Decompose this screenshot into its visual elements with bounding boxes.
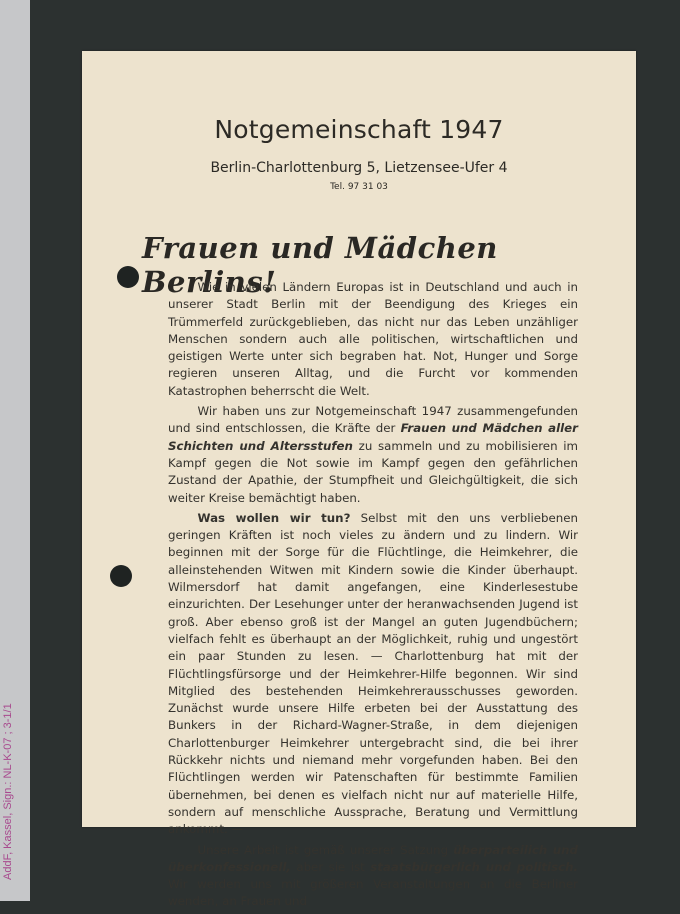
paragraph-2-text: Wir haben uns zur Notgemeinschaft 1947 zusammengefunden und sind entschlossen, die Kräfte der: [168, 404, 578, 436]
paragraph-4-text: Unsere Arbeit ist gemäß unserer Satzung: [197, 842, 454, 857]
letterhead-title: Notgemeinschaft 1947: [214, 115, 504, 144]
document-headline: Frauen und Mädchen Berlins!: [142, 231, 498, 299]
paragraph-4-emphasis-1: überparteilich und überkonfessionell,: [168, 842, 578, 874]
punch-hole: [110, 565, 132, 587]
archive-signature-label: AddF, Kassel, Sign.: NL-K-07 ; 3-1/1: [2, 703, 14, 880]
paragraph-2-text-end: zu sammeln und zu mobilisieren im Kampf gegen die Not sowie im Kampf gegen den gefährlichen Zustand der Apathie, der Stumpfheit und Gleichgültigkeit, die sich weiter Kreise bemächtigt haben.: [168, 438, 578, 505]
letterhead-address: Berlin-Charlottenburg 5, Lietzensee-Ufer 4: [210, 160, 508, 176]
letterhead-telephone: Tel. 97 31 03: [330, 182, 388, 192]
paragraph-1-text: Wie in vielen Ländern Europas ist in Deutschland und auch in unserer Stadt Berlin mit der Beendigung des Krieges ein Trümmerfeld zurückgeblieben, das nicht nur das Leben unzähliger Menschen sondern auch alle politischen, wirtschaftlichen und geistigen Werte unter sich begraben hat. Not, Hunger und Sorge regieren unseren Alltag, und die Furcht vor kommenden Katastrophen beherrscht die Welt.: [168, 280, 578, 398]
paragraph-2-emphasis: Frauen und Mädchen aller Schichten und Altersstufen: [168, 421, 578, 453]
paragraph-4-text-mid: aber sie ist: [290, 859, 371, 874]
archive-side-strip: [0, 0, 30, 901]
paragraph-4-text-end: Wir werden uns mit größeren Veranstaltungen an die Berliner wenden, an Frauen und: [168, 877, 578, 909]
paragraph-4: [168, 842, 578, 911]
paragraph-4-emphasis-2: staatsbürgerlich und politisch.: [370, 859, 578, 874]
paragraph-3-lead: Was wollen wir tun?: [197, 510, 351, 525]
document-page: [82, 51, 636, 909]
paragraph-2: [168, 403, 578, 507]
document-body: [168, 279, 578, 914]
paragraph-3-text: Selbst mit den uns verbliebenen geringen Kräften ist noch vieles zu ändern und zu lindern. Wir beginnen mit der Sorge für die Flüchtlinge, die Heimkehrer, die alleinstehenden Witwen mit Kindern sowie die Kinder überhaupt. Wilmersdorf hat damit angefangen, eine Kinderlesestube einzurichten. Der Lesehunger unter der heranwachsenden Jugend ist groß. Aber ebenso groß ist der Mangel an guten Jugendbüchern; vielfach fehlt es überhaupt an der Möglichkeit, ruhig und ungestört ein paar Stunden zu lesen. — Charlottenburg hat mit der Flüchtlingsfürsorge und der Heimkehrer-Hilfe begonnen. Wir sind Mitglied des bestehenden Heimkehrerausschusses geworden. Zunächst wurde unsere Hilfe erbeten bei der Ausstattung des Bunkers in der Richard-Wagner-Straße, in dem diejenigen Charlottenburger Heimkehrer untergebracht sind, die bei ihrer Rückkehr nichts und niemand mehr vorgefunden haben. Bei den Flüchtlingen werden wir Patenschaften für bestimmte Familien übernehmen, bei denen es vielfach nicht nur auf materielle Hilfe, sondern auf menschliche Aussprache, Beratung und Vermittlung ankommt. —: [168, 510, 578, 837]
punch-hole: [117, 266, 139, 288]
paragraph-3: [168, 510, 578, 839]
paragraph-1: [168, 279, 578, 400]
